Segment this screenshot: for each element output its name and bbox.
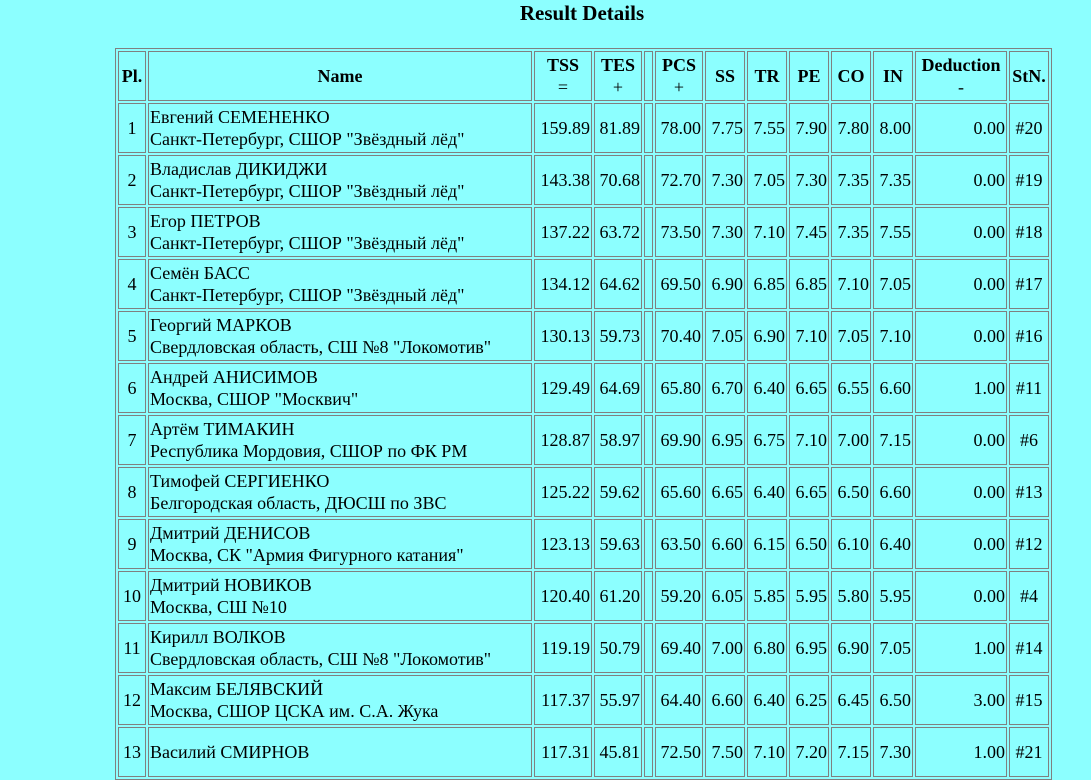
cell-tes: 50.79 [594,623,642,673]
cell-deduction: 0.00 [915,519,1007,569]
cell-pcs: 69.50 [655,259,703,309]
cell-start-no: #18 [1009,207,1049,257]
cell-deduction: 0.00 [915,103,1007,153]
skater-name: Георгий МАРКОВ [150,315,292,335]
cell-tes: 64.62 [594,259,642,309]
cell-tes: 81.89 [594,103,642,153]
table-row [118,311,1049,361]
cell-tes: 63.72 [594,207,642,257]
cell-tes: 59.62 [594,467,642,517]
cell-in: 8.00 [873,103,913,153]
cell-separator [644,467,653,517]
cell-tss: 130.13 [534,311,592,361]
cell-tss: 117.31 [534,727,592,777]
cell-pcs: 78.00 [655,103,703,153]
cell-place: 5 [118,311,146,361]
cell-start-no: #15 [1009,675,1049,725]
skater-club: Свердловская область, СШ №8 "Локомотив" [150,649,492,669]
cell-start-no: #20 [1009,103,1049,153]
cell-tr: 7.10 [747,727,787,777]
skater-club: Москва, СШОР "Москвич" [150,389,359,409]
cell-co: 6.55 [831,363,871,413]
cell-name [148,623,532,673]
skater-club: Республика Мордовия, СШОР по ФК РМ [150,441,468,461]
cell-in: 7.35 [873,155,913,205]
cell-tes: 59.63 [594,519,642,569]
table-row [118,519,1049,569]
cell-place: 8 [118,467,146,517]
cell-separator [644,207,653,257]
cell-name [148,415,532,465]
cell-co: 5.80 [831,571,871,621]
cell-start-no: #4 [1009,571,1049,621]
cell-pcs: 59.20 [655,571,703,621]
cell-ss: 7.50 [705,727,745,777]
cell-ss: 7.05 [705,311,745,361]
skater-club: Санкт-Петербург, СШОР "Звёздный лёд" [150,181,465,201]
page-title: Result Details [519,1,645,25]
cell-separator [644,415,653,465]
cell-co: 7.35 [831,155,871,205]
skater-name: Максим БЕЛЯВСКИЙ [150,679,324,699]
cell-ss: 6.90 [705,259,745,309]
cell-pcs: 72.70 [655,155,703,205]
table-row [118,571,1049,621]
cell-name [148,571,532,621]
cell-name [148,519,532,569]
cell-separator [644,623,653,673]
header-tss-label: TSS [546,55,580,75]
cell-pcs: 63.50 [655,519,703,569]
cell-deduction: 0.00 [915,571,1007,621]
cell-place: 11 [118,623,146,673]
cell-ss: 7.30 [705,155,745,205]
cell-start-no: #11 [1009,363,1049,413]
cell-place: 4 [118,259,146,309]
cell-tss: 159.89 [534,103,592,153]
cell-pe: 7.30 [789,155,829,205]
cell-tss: 128.87 [534,415,592,465]
cell-pcs: 69.40 [655,623,703,673]
table-row [118,467,1049,517]
header-pe: PE [789,51,829,101]
skater-club: Санкт-Петербург, СШОР "Звёздный лёд" [150,129,465,149]
cell-co: 7.35 [831,207,871,257]
cell-pe: 6.50 [789,519,829,569]
cell-deduction: 1.00 [915,623,1007,673]
cell-ss: 6.70 [705,363,745,413]
cell-tr: 7.10 [747,207,787,257]
cell-tr: 5.85 [747,571,787,621]
cell-in: 7.05 [873,259,913,309]
cell-ss: 6.05 [705,571,745,621]
cell-pcs: 73.50 [655,207,703,257]
cell-separator [644,259,653,309]
cell-tes: 59.73 [594,311,642,361]
cell-deduction: 0.00 [915,467,1007,517]
cell-separator [644,727,653,777]
header-tss [534,51,592,101]
cell-deduction: 3.00 [915,675,1007,725]
header-name: Name [148,51,532,101]
cell-place: 6 [118,363,146,413]
cell-place: 10 [118,571,146,621]
cell-in: 5.95 [873,571,913,621]
header-ss: SS [705,51,745,101]
cell-in: 6.50 [873,675,913,725]
cell-tss: 119.19 [534,623,592,673]
cell-separator [644,363,653,413]
cell-in: 7.55 [873,207,913,257]
cell-ss: 6.60 [705,675,745,725]
cell-pcs: 69.90 [655,415,703,465]
skater-name: Кирилл ВОЛКОВ [150,627,286,647]
cell-place: 12 [118,675,146,725]
cell-deduction: 0.00 [915,259,1007,309]
cell-tss: 123.13 [534,519,592,569]
table-row [118,363,1049,413]
skater-club: Москва, СК "Армия Фигурного катания" [150,545,464,565]
header-tes [594,51,642,101]
cell-tes: 64.69 [594,363,642,413]
header-deduction-label: Deduction [921,55,1001,75]
cell-ss: 7.30 [705,207,745,257]
cell-separator [644,103,653,153]
cell-in: 7.10 [873,311,913,361]
cell-start-no: #19 [1009,155,1049,205]
cell-tr: 6.15 [747,519,787,569]
cell-start-no: #13 [1009,467,1049,517]
cell-pe: 6.25 [789,675,829,725]
header-deduction-symbol: - [958,77,964,97]
table-row [118,103,1049,153]
skater-name: Тимофей СЕРГИЕНКО [150,471,330,491]
cell-in: 7.30 [873,727,913,777]
cell-in: 6.60 [873,467,913,517]
cell-co: 6.50 [831,467,871,517]
cell-name [148,727,532,777]
cell-deduction: 1.00 [915,363,1007,413]
cell-tss: 137.22 [534,207,592,257]
skater-club: Санкт-Петербург, СШОР "Звёздный лёд" [150,285,465,305]
cell-pe: 7.10 [789,311,829,361]
header-row [118,51,1049,101]
cell-tss: 129.49 [534,363,592,413]
cell-name [148,207,532,257]
table-row [118,207,1049,257]
table-row [118,675,1049,725]
cell-separator [644,311,653,361]
cell-start-no: #17 [1009,259,1049,309]
skater-club: Свердловская область, СШ №8 "Локомотив" [150,337,492,357]
cell-tss: 120.40 [534,571,592,621]
cell-ss: 6.95 [705,415,745,465]
cell-name [148,467,532,517]
cell-pe: 7.20 [789,727,829,777]
header-co: CO [831,51,871,101]
table-row [118,259,1049,309]
results-body [118,103,1049,777]
header-tes-symbol: + [612,77,624,97]
cell-separator [644,519,653,569]
skater-name: Василий СМИРНОВ [150,742,310,762]
header-separator [644,51,653,101]
cell-co: 6.45 [831,675,871,725]
cell-pcs: 70.40 [655,311,703,361]
cell-in: 6.40 [873,519,913,569]
cell-tr: 6.40 [747,363,787,413]
cell-deduction: 1.00 [915,727,1007,777]
skater-club: Москва, СШ №10 [150,597,287,617]
cell-co: 7.05 [831,311,871,361]
table-row [118,415,1049,465]
cell-place: 13 [118,727,146,777]
cell-name [148,311,532,361]
cell-start-no: #14 [1009,623,1049,673]
cell-tr: 7.05 [747,155,787,205]
cell-tr: 6.85 [747,259,787,309]
cell-tr: 7.55 [747,103,787,153]
cell-tes: 58.97 [594,415,642,465]
header-place: Pl. [118,51,146,101]
cell-pe: 6.65 [789,467,829,517]
cell-name [148,363,532,413]
cell-ss: 6.60 [705,519,745,569]
skater-name: Семён БАСС [150,263,250,283]
cell-name [148,675,532,725]
skater-name: Артём ТИМАКИН [150,419,295,439]
results-table [115,48,1052,780]
cell-tr: 6.40 [747,675,787,725]
cell-co: 6.10 [831,519,871,569]
skater-name: Дмитрий НОВИКОВ [150,575,312,595]
cell-pcs: 72.50 [655,727,703,777]
skater-name: Владислав ДИКИДЖИ [150,159,328,179]
cell-start-no: #12 [1009,519,1049,569]
cell-co: 7.15 [831,727,871,777]
cell-pcs: 65.80 [655,363,703,413]
cell-tr: 6.75 [747,415,787,465]
cell-tes: 70.68 [594,155,642,205]
cell-pe: 7.10 [789,415,829,465]
cell-deduction: 0.00 [915,207,1007,257]
cell-start-no: #6 [1009,415,1049,465]
cell-tss: 125.22 [534,467,592,517]
cell-place: 9 [118,519,146,569]
cell-pcs: 64.40 [655,675,703,725]
skater-club: Белгородская область, ДЮСШ по ЗВС [150,493,447,513]
cell-separator [644,155,653,205]
skater-club: Санкт-Петербург, СШОР "Звёздный лёд" [150,233,465,253]
cell-pcs: 65.60 [655,467,703,517]
skater-name: Дмитрий ДЕНИСОВ [150,523,311,543]
cell-name [148,155,532,205]
cell-deduction: 0.00 [915,415,1007,465]
cell-tr: 6.40 [747,467,787,517]
cell-tes: 61.20 [594,571,642,621]
cell-co: 6.90 [831,623,871,673]
cell-in: 6.60 [873,363,913,413]
cell-pe: 6.65 [789,363,829,413]
header-tes-label: TES [600,55,636,75]
header-pcs-label: PCS [661,55,696,75]
cell-name [148,259,532,309]
cell-place: 1 [118,103,146,153]
cell-pe: 7.90 [789,103,829,153]
cell-pe: 6.95 [789,623,829,673]
header-tss-symbol: = [557,77,569,97]
cell-co: 7.00 [831,415,871,465]
header-start-no: StN. [1009,51,1049,101]
cell-tes: 55.97 [594,675,642,725]
cell-start-no: #16 [1009,311,1049,361]
cell-ss: 7.00 [705,623,745,673]
cell-separator [644,675,653,725]
cell-ss: 7.75 [705,103,745,153]
cell-in: 7.15 [873,415,913,465]
header-tr: TR [747,51,787,101]
header-pcs [655,51,703,101]
cell-tr: 6.80 [747,623,787,673]
skater-club: Москва, СШОР ЦСКА им. С.А. Жука [150,701,439,721]
skater-name: Андрей АНИСИМОВ [150,367,318,387]
cell-tes: 45.81 [594,727,642,777]
cell-deduction: 0.00 [915,311,1007,361]
header-pcs-symbol: + [673,77,685,97]
table-row [118,727,1049,777]
cell-co: 7.10 [831,259,871,309]
table-row [118,155,1049,205]
header-deduction [915,51,1007,101]
cell-pe: 7.45 [789,207,829,257]
cell-pe: 6.85 [789,259,829,309]
header-in: IN [873,51,913,101]
skater-name: Егор ПЕТРОВ [150,211,261,231]
cell-tss: 134.12 [534,259,592,309]
cell-start-no: #21 [1009,727,1049,777]
cell-deduction: 0.00 [915,155,1007,205]
cell-pe: 5.95 [789,571,829,621]
cell-place: 3 [118,207,146,257]
table-row [118,623,1049,673]
cell-ss: 6.65 [705,467,745,517]
skater-name: Евгений СЕМЕНЕНКО [150,107,330,127]
cell-tr: 6.90 [747,311,787,361]
cell-tss: 117.37 [534,675,592,725]
cell-in: 7.05 [873,623,913,673]
cell-name [148,103,532,153]
cell-place: 7 [118,415,146,465]
cell-place: 2 [118,155,146,205]
cell-separator [644,571,653,621]
cell-tss: 143.38 [534,155,592,205]
cell-co: 7.80 [831,103,871,153]
